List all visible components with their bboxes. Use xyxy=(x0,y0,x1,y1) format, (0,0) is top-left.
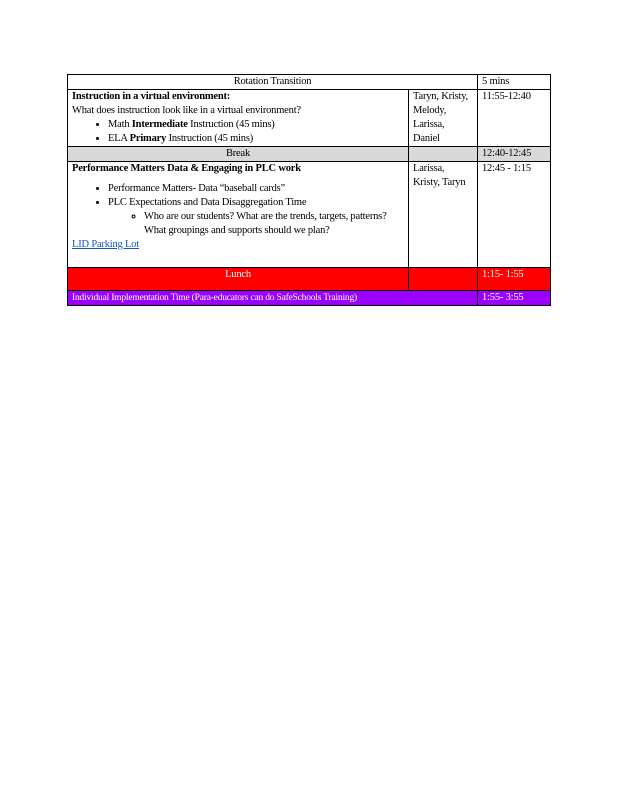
bullet-bold: Primary xyxy=(129,133,167,144)
implementation-activity: Individual Implementation Time (Para-educators can do SafeSchools Training) xyxy=(68,291,478,306)
bullet-text: ELA xyxy=(108,133,130,144)
lunch-people xyxy=(409,268,478,291)
spacer xyxy=(72,252,404,267)
bullet-text: PLC Expectations and Data Disaggregation Time xyxy=(108,197,307,208)
list-item: ◦ Who are our students? What are the trends, targets, patterns? What groupings and supports should we plan? xyxy=(144,210,404,238)
list-item xyxy=(108,132,404,146)
rotation-time: 5 mins xyxy=(478,75,551,90)
rotation-activity: Rotation Transition xyxy=(68,75,478,90)
lunch-activity: Lunch xyxy=(68,268,409,291)
instruction-title: Instruction in a virtual environment: xyxy=(72,91,231,102)
list-item: • Performance Matters- Data “baseball cards” xyxy=(108,182,404,196)
break-row xyxy=(68,147,551,162)
break-time: 12:40-12:45 xyxy=(478,147,551,162)
break-activity: Break xyxy=(68,147,409,162)
break-people xyxy=(409,147,478,162)
instruction-bullets xyxy=(72,118,404,146)
list-item xyxy=(108,118,404,132)
bullet-text: Math xyxy=(108,119,132,130)
performance-sub-bullets xyxy=(108,210,404,238)
bullet-bold: Intermediate xyxy=(131,119,188,130)
list-item xyxy=(108,196,404,238)
performance-time: 12:45 - 1:15 xyxy=(478,162,551,268)
performance-row xyxy=(68,162,551,268)
parking-lot-link[interactable]: LID Parking Lot xyxy=(72,239,139,250)
lunch-row xyxy=(68,268,551,291)
bullet-text: Instruction (45 mins) xyxy=(166,133,254,144)
rotation-row xyxy=(68,75,551,90)
performance-bullets xyxy=(72,182,404,238)
instruction-question: What does instruction look like in a virtual environment? xyxy=(72,105,301,116)
instruction-activity xyxy=(68,90,409,147)
performance-activity xyxy=(68,162,409,268)
implementation-time: 1:55- 3:55 xyxy=(478,291,551,306)
lunch-time: 1:15- 1:55 xyxy=(478,268,551,291)
implementation-row xyxy=(68,291,551,306)
performance-people: Larissa, Kristy, Taryn xyxy=(409,162,478,268)
instruction-people: Taryn, Kristy, Melody, Larissa, Daniel xyxy=(409,90,478,147)
schedule-table xyxy=(67,74,551,306)
instruction-time: 11:55-12:40 xyxy=(478,90,551,147)
instruction-row xyxy=(68,90,551,147)
performance-title: Performance Matters Data & Engaging in PLC work xyxy=(72,163,301,174)
bullet-text: Instruction (45 mins) xyxy=(187,119,275,130)
